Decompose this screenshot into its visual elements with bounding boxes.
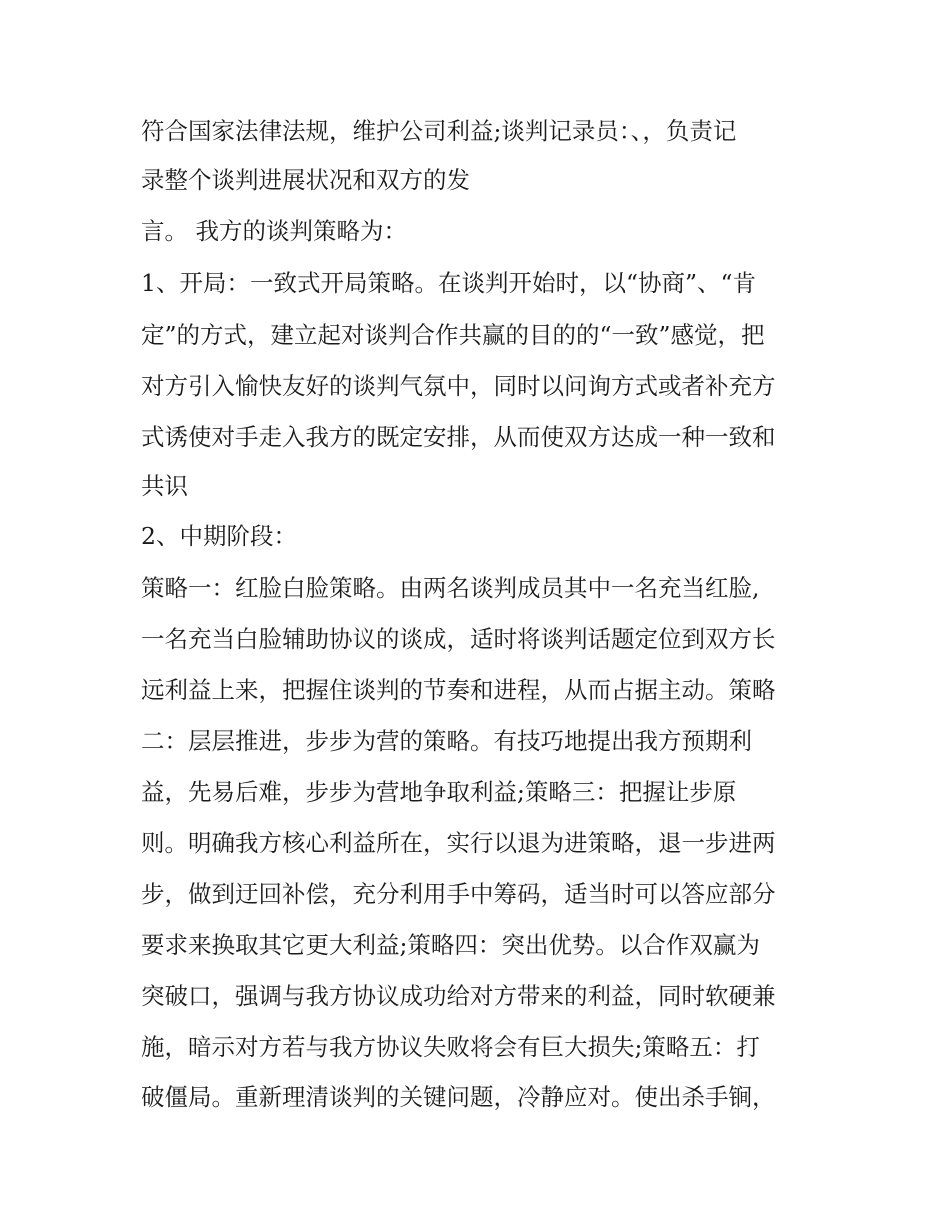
text-line: 一名充当白脸辅助协议的谈成，适时将谈判话题定位到双方长 bbox=[141, 625, 776, 653]
text-line: 步，做到迂回补偿，充分利用手中筹码，适当时可以答应部分 bbox=[141, 880, 776, 908]
text-line: 定”的方式，建立起对谈判合作共赢的目的的“一致”感觉，把 bbox=[141, 321, 765, 349]
text-line: 要求来换取其它更大利益;策略四：突出优势。以合作双赢为 bbox=[141, 931, 760, 959]
text-line: 突破口，强调与我方协议成功给对方带来的利益，同时软硬兼 bbox=[141, 982, 776, 1010]
text-line: 二：层层推进，步步为营的策略。有技巧地提出我方预期利 bbox=[141, 727, 752, 755]
text-line: 施，暗示对方若与我方协议失败将会有巨大损失;策略五：打 bbox=[141, 1033, 760, 1061]
text-line: 益，先易后难，步步为营地争取利益;策略三：把握让步原 bbox=[141, 778, 737, 806]
text-line: 式诱使对手走入我方的既定安排，从而使双方达成一种一致和 bbox=[141, 423, 776, 451]
text-line: 言。 我方的谈判策略为： bbox=[141, 217, 407, 245]
text-line: 共识 bbox=[141, 472, 188, 500]
text-line: 远利益上来，把握住谈判的节奏和进程，从而占据主动。策略 bbox=[141, 676, 776, 704]
text-line: 对方引入愉快友好的谈判气氛中，同时以问询方式或者补充方 bbox=[141, 372, 776, 400]
text-line: 符合国家法律法规，维护公司利益;谈判记录员：、，负责记 bbox=[141, 117, 737, 145]
text-line: 2、中期阶段： bbox=[141, 522, 297, 550]
text-line: 录整个谈判进展状况和双方的发 bbox=[141, 166, 470, 194]
text-line: 1、开局：一致式开局策略。在谈判开始时，以“协商”、“肯 bbox=[141, 269, 756, 297]
text-line: 则。明确我方核心利益所在，实行以退为进策略，退一步进两 bbox=[141, 829, 776, 857]
text-line: 策略一：红脸白脸策略。由两名谈判成员其中一名充当红脸, bbox=[141, 574, 760, 602]
text-line: 破僵局。重新理清谈判的关键问题，冷静应对。使出杀手锏， bbox=[141, 1083, 776, 1111]
